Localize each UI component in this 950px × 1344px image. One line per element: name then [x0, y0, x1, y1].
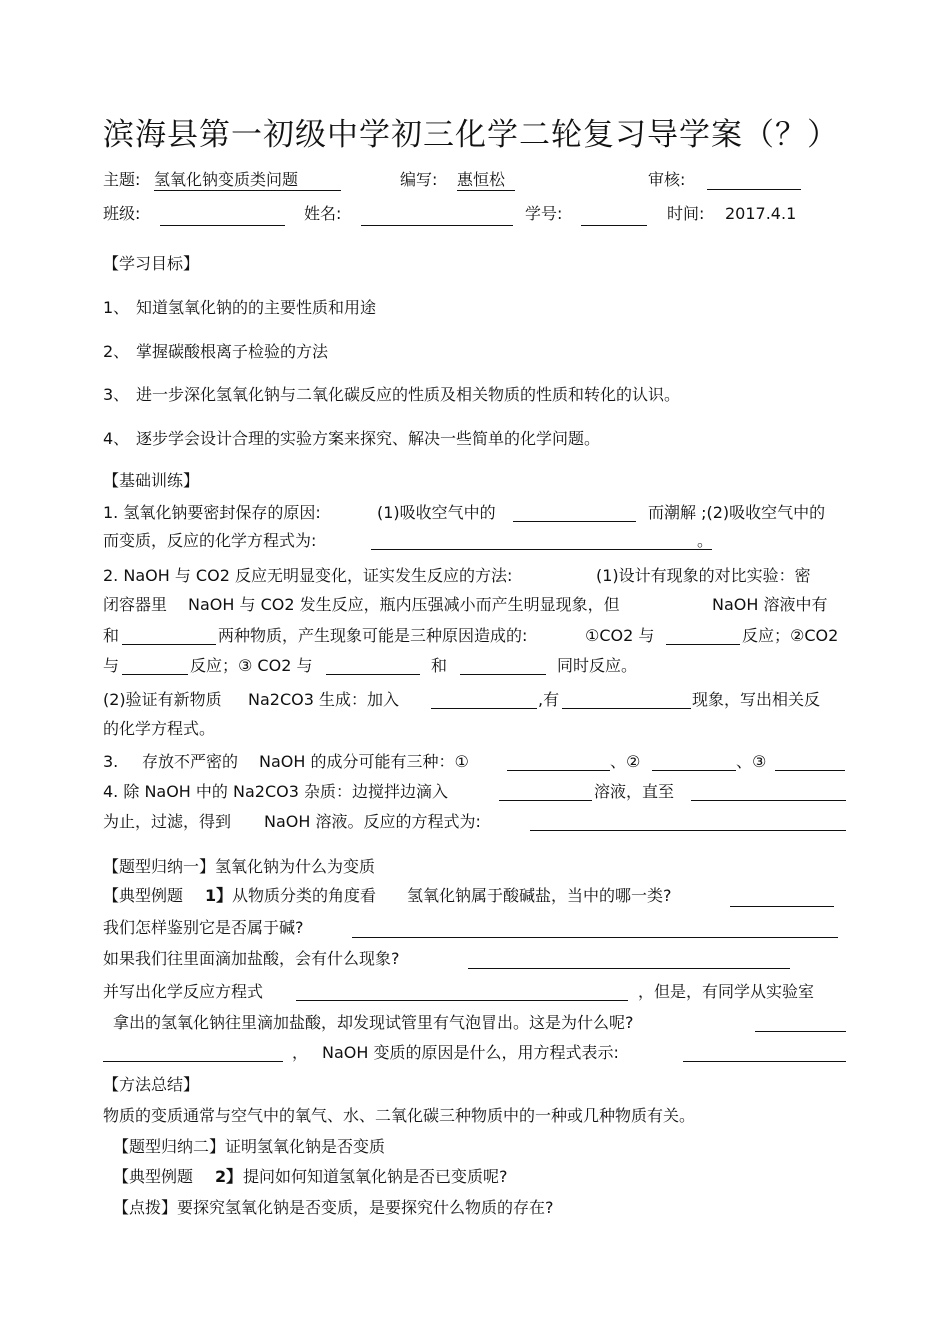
type1-blank-6[interactable] — [103, 1061, 283, 1062]
q2-text: 同时反应。 — [557, 656, 638, 675]
q2-blank-6[interactable] — [431, 708, 537, 709]
q4-blank-1[interactable] — [499, 800, 592, 801]
q1-text: (1)吸收空气中的 — [377, 503, 496, 522]
q2-text: 两种物质，产生现象可能是三种原因造成的: — [218, 626, 528, 645]
q3-text: 存放不严密的 — [142, 752, 239, 771]
q4-text: NaOH 溶液。反应的方程式为: — [264, 812, 481, 831]
example-number: 1】 — [205, 886, 233, 905]
example-label: 【典型例题 — [103, 886, 184, 905]
objective-text: 掌握碳酸根离子检验的方法 — [136, 342, 329, 361]
objective-num: 1、 — [103, 298, 130, 317]
type1-blank-2[interactable] — [352, 937, 838, 938]
type1-blank-3[interactable] — [468, 968, 790, 969]
example-label: 【典型例题 — [113, 1167, 194, 1186]
id-blank[interactable] — [581, 225, 647, 226]
q1-blank-2[interactable] — [371, 549, 712, 550]
type1-text: ， — [292, 1043, 309, 1062]
name-blank[interactable] — [361, 225, 513, 226]
method-text: 物质的变质通常与空气中的氧气、水、二氧化碳三种物质中的一种或几种物质有关。 — [103, 1106, 696, 1125]
objective-text: 进一步深化氢氧化钠与二氧化碳反应的性质及相关物质的性质和转化的认识。 — [136, 385, 681, 404]
time-label: 时间: — [667, 204, 705, 223]
q3-blank-3[interactable] — [775, 770, 845, 771]
type1-text: 我们怎样鉴别它是否属于碱? — [103, 918, 304, 937]
q3-text: NaOH 的成分可能有三种：① — [259, 752, 469, 771]
q3-blank-1[interactable] — [507, 770, 610, 771]
q1-text: 1. 氢氧化钠要密封保存的原因: — [103, 503, 321, 522]
q2-text: 反应；②CO2 — [742, 626, 839, 645]
q2-text: 反应；③ CO2 与 — [190, 656, 313, 675]
type1-text: 并写出化学反应方程式 — [103, 982, 264, 1001]
topic-label: 主题: — [103, 170, 141, 189]
objective-text: 逐步学会设计合理的实验方案来探究、解决一些简单的化学问题。 — [136, 429, 601, 448]
example-text: 提问如何知道氢氧化钠是否已变质呢? — [243, 1167, 508, 1186]
objective-num: 4、 — [103, 429, 130, 448]
objective-num: 3、 — [103, 385, 130, 404]
objectives-heading: 【学习目标】 — [103, 254, 200, 273]
q1-text: 而变质，反应的化学方程式为: — [103, 531, 317, 550]
q2-blank-7[interactable] — [562, 708, 691, 709]
q2-text: 的化学方程式。 — [103, 719, 216, 738]
q1-text: 而潮解 ;(2)吸收空气中的 — [648, 503, 826, 522]
review-label: 审核: — [648, 170, 686, 189]
objective-text: 知道氢氧化钠的的主要性质和用途 — [136, 298, 377, 317]
q2-text: 2. NaOH 与 CO2 反应无明显变化，证实发生反应的方法: — [103, 566, 513, 585]
q3-text: 3. — [103, 752, 119, 771]
objective-num: 2、 — [103, 342, 130, 361]
q4-text: 为止，过滤，得到 — [103, 812, 232, 831]
q4-blank-2[interactable] — [691, 800, 846, 801]
type1-heading: 【题型归纳一】氢氧化钠为什么为变质 — [103, 857, 376, 876]
type1-blank-7[interactable] — [683, 1061, 846, 1062]
q4-text: 4. 除 NaOH 中的 Na2CO3 杂质：边搅拌边滴入 — [103, 782, 448, 801]
q2-text: (1)设计有现象的对比实验：密 — [596, 566, 811, 585]
type1-text: 如果我们往里面滴加盐酸，会有什么现象? — [103, 949, 400, 968]
q2-blank-2[interactable] — [666, 644, 740, 645]
q4-blank-3[interactable] — [530, 830, 846, 831]
author-label: 编写: — [400, 170, 438, 189]
q2-text: 闭容器里 — [103, 595, 168, 614]
type1-blank-1[interactable] — [730, 906, 834, 907]
q2-blank-3[interactable] — [122, 674, 188, 675]
id-label: 学号: — [525, 204, 563, 223]
example-text: 从物质分类的角度看 — [232, 886, 377, 905]
example-number: 2】 — [215, 1167, 243, 1186]
q3-text: 、② — [610, 752, 641, 771]
q3-text: 、③ — [736, 752, 767, 771]
q2-text: ①CO2 与 — [585, 626, 655, 645]
q3-blank-2[interactable] — [652, 770, 736, 771]
type1-text: 拿出的氢氧化钠往里滴加盐酸，却发现试管里有气泡冒出。这是为什么呢? — [113, 1013, 634, 1032]
type1-blank-5[interactable] — [755, 1031, 846, 1032]
q1-blank-1[interactable] — [513, 521, 636, 522]
review-blank[interactable] — [707, 189, 801, 190]
class-blank[interactable] — [160, 225, 285, 226]
example-text: 氢氧化钠属于酸碱盐，当中的哪一类? — [407, 886, 672, 905]
name-label: 姓名: — [304, 204, 342, 223]
type1-text: NaOH 变质的原因是什么，用方程式表示: — [322, 1043, 619, 1062]
type1-text: ，但是，有同学从实验室 — [638, 982, 815, 1001]
basic-heading: 【基础训练】 — [103, 471, 200, 490]
topic-value: 氢氧化钠变质类问题 — [154, 170, 341, 191]
q2-blank-4[interactable] — [326, 674, 420, 675]
q2-blank-1[interactable] — [122, 644, 216, 645]
type2-heading: 【题型归纳二】证明氢氧化钠是否变质 — [113, 1137, 386, 1156]
q2-text: NaOH 与 CO2 发生反应，瓶内压强减小而产生明显现象，但 — [188, 595, 620, 614]
author-value: 惠恒松 — [457, 170, 515, 191]
method-heading: 【方法总结】 — [103, 1075, 200, 1094]
q2-text: (2)验证有新物质 — [103, 690, 222, 709]
q4-text: 溶液，直至 — [594, 782, 675, 801]
q2-text: 现象，写出相关反 — [692, 690, 821, 709]
q2-text: 和 — [431, 656, 448, 675]
class-label: 班级: — [103, 204, 141, 223]
q2-text: ,有 — [538, 690, 560, 709]
q2-text: Na2CO3 生成：加入 — [248, 690, 399, 709]
q2-text: 与 — [103, 656, 120, 675]
q2-blank-5[interactable] — [460, 674, 546, 675]
type1-blank-4[interactable] — [296, 1000, 628, 1001]
time-value: 2017.4.1 — [725, 204, 797, 223]
page-title: 滨海县第一初级中学初三化学二轮复习导学案（？） — [103, 117, 839, 153]
q2-text: NaOH 溶液中有 — [712, 595, 828, 614]
q2-text: 和 — [103, 626, 120, 645]
tip-text: 【点拨】要探究氢氧化钠是否变质，是要探究什么物质的存在? — [113, 1198, 554, 1217]
q1-text: 。 — [697, 531, 714, 550]
